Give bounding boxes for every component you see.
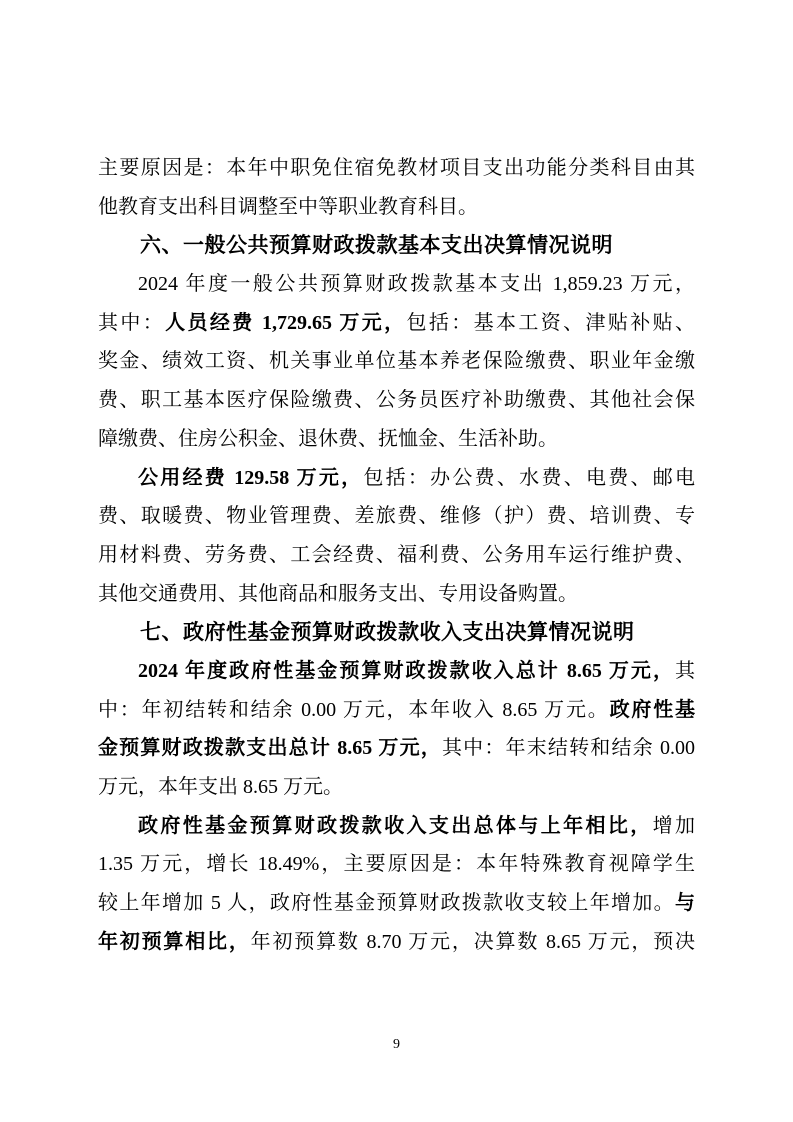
body-text: 费、职工基本医疗保险缴费、公务员医疗补助缴费、其他社会保	[98, 389, 695, 412]
body-text: 费、取暖费、物业管理费、差旅费、维修（护）费、培训费、专	[98, 505, 695, 528]
text-line	[98, 226, 695, 265]
text-line	[98, 768, 695, 807]
body-text: 其	[675, 659, 695, 682]
text-line	[98, 420, 695, 459]
text-line	[98, 691, 695, 730]
emphasis-text: 金预算财政拨款支出总计 8.65 万元，	[98, 737, 442, 760]
emphasis-text: 公用经费 129.58 万元，	[138, 466, 364, 489]
body-text: 万元，本年支出 8.65 万元。	[98, 776, 343, 798]
body-text: 年初预算数 8.70 万元，决算数 8.65 万元，预决	[250, 930, 695, 953]
body-text: 主要原因是：本年中职免住宿免教材项目支出功能分类科目由其	[98, 157, 695, 179]
page-number: 9	[393, 1037, 400, 1052]
paragraph-gov-fund-comparison	[98, 807, 695, 962]
emphasis-text: 与	[675, 892, 695, 915]
text-line	[98, 265, 695, 304]
body-text: 障缴费、住房公积金、退休费、抚恤金、生活补助。	[98, 427, 558, 450]
document-content	[98, 149, 695, 961]
paragraph-prior-reason	[98, 149, 695, 226]
paragraph-basic-expenditure	[98, 265, 695, 458]
body-text: 较上年增加 5 人，政府性基金预算财政拨款收支较上年增加。	[98, 892, 675, 915]
text-line	[98, 807, 695, 846]
emphasis-text: 六、一般公共预算财政拨款基本支出决算情况说明	[140, 234, 613, 258]
text-line	[98, 342, 695, 381]
text-line	[98, 149, 695, 188]
heading-section-seven	[98, 613, 695, 652]
text-line	[98, 884, 695, 923]
text-line	[98, 652, 695, 691]
body-text: 他教育支出科目调整至中等职业教育科目。	[98, 195, 478, 218]
body-text: 包括：基本工资、津贴补贴、	[406, 311, 695, 334]
paragraph-public-funds	[98, 459, 695, 614]
emphasis-text: 2024 年度政府性基金预算财政拨款收入总计 8.65 万元，	[138, 659, 675, 682]
body-text: 其中：年末结转和结余 0.00	[441, 737, 695, 760]
body-text: 其他交通费用、其他商品和服务支出、专用设备购置。	[98, 582, 578, 605]
text-line	[98, 536, 695, 575]
text-line	[98, 845, 695, 884]
body-text: 2024 年度一般公共预算财政拨款基本支出 1,859.23 万元，	[138, 273, 695, 296]
paragraph-gov-fund-budget	[98, 652, 695, 807]
emphasis-text: 七、政府性基金预算财政拨款收入支出决算情况说明	[140, 621, 635, 645]
emphasis-text: 政府性基金预算财政拨款收入支出总体与上年相比，	[138, 814, 653, 837]
text-line	[98, 459, 695, 498]
body-text: 其中：	[98, 311, 166, 334]
emphasis-text: 人员经费 1,729.65 万元，	[165, 311, 407, 334]
text-line	[98, 381, 695, 420]
body-text: 用材料费、劳务费、工会经费、福利费、公务用车运行维护费、	[98, 543, 695, 566]
body-text: 包括：办公费、水费、电费、邮电	[363, 466, 695, 489]
text-line	[98, 923, 695, 962]
text-line	[98, 304, 695, 343]
body-text: 中：年初结转和结余 0.00 万元，本年收入 8.65 万元。	[98, 698, 610, 721]
body-text: 增加	[652, 814, 695, 837]
body-text: 奖金、绩效工资、机关事业单位基本养老保险缴费、职业年金缴	[98, 350, 695, 373]
emphasis-text: 年初预算相比，	[98, 930, 251, 953]
text-line	[98, 575, 695, 614]
heading-section-six	[98, 226, 695, 265]
text-line	[98, 729, 695, 768]
text-line	[98, 613, 695, 652]
body-text: 1.35 万元，增长 18.49%，主要原因是：本年特殊教育视障学生	[98, 853, 695, 876]
text-line	[98, 188, 695, 227]
text-line	[98, 497, 695, 536]
emphasis-text: 政府性基	[609, 698, 695, 721]
